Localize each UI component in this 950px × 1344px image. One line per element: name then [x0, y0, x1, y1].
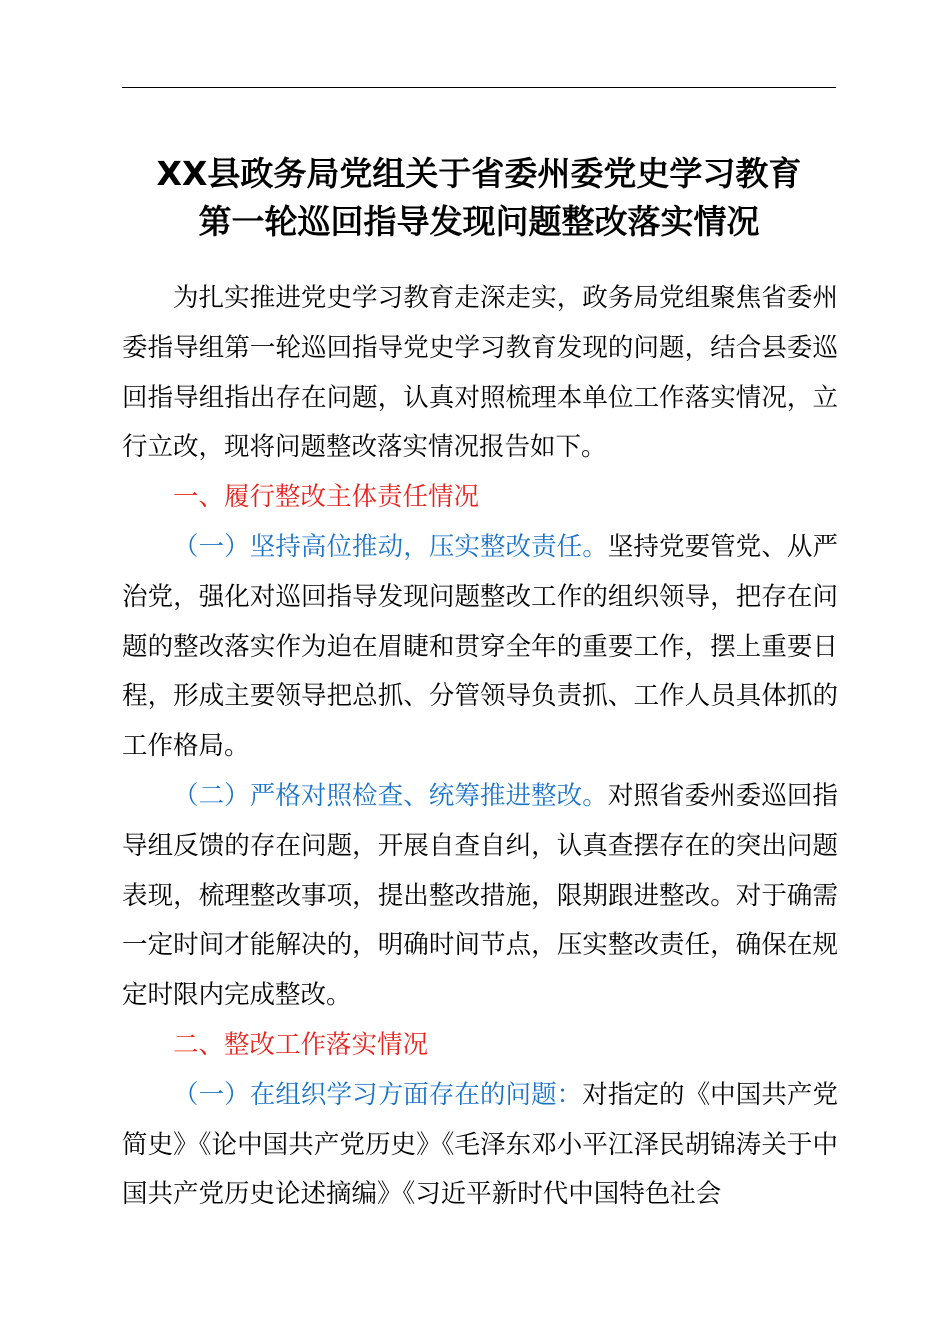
- section-1-p2-lead: （二）严格对照检查、统筹推进整改。: [173, 780, 608, 811]
- section-2-p1-lead: （一）在组织学习方面存在的问题：: [173, 1079, 583, 1110]
- document-body: [122, 274, 838, 1220]
- title-line-2: 第一轮巡回指导发现问题整改落实情况: [198, 202, 760, 241]
- top-rule: [122, 87, 836, 88]
- document-title: [122, 150, 836, 246]
- section-1-p1-lead: （一）坚持高位推动，压实整改责任。: [173, 531, 608, 562]
- section-2-p1-body: 对指定的《中国共产党简史》《论中国共产党历史》《毛泽东邓小平江泽民胡锦涛关于中国共产党历史论述摘编》《习近平新时代中国特色社会: [122, 1079, 838, 1210]
- section-1-heading: 一、履行整改主体责任情况: [173, 482, 480, 513]
- section-1-p2-body: 对照省委州委巡回指导组反馈的存在问题，开展自查自纠，认真查摆存在的突出问题表现，梳理整改事项，提出整改措施，限期跟进整改。对于确需一定时间才能解决的，明确时间节点，压实整改责任，确保在规定时限内完成整改。: [122, 780, 838, 1011]
- intro-paragraph: 为扎实推进党史学习教育走深走实，政务局党组聚焦省委州委指导组第一轮巡回指导党史学习教育发现的问题，结合县委巡回指导组指出存在问题，认真对照梳理本单位工作落实情况，立行立改，现将问题整改落实情况报告如下。: [122, 283, 838, 463]
- section-1-paragraph-1: [122, 523, 838, 772]
- section-2-heading: 二、整改工作落实情况: [173, 1029, 429, 1060]
- section-2-paragraph-1: [122, 1071, 838, 1220]
- title-line-1: XX县政务局党组关于省委州委党史学习教育: [156, 154, 802, 193]
- section-1-paragraph-2: [122, 772, 838, 1021]
- section-1-p1-body: 坚持党要管党、从严治党，强化对巡回指导发现问题整改工作的组织领导，把存在问题的整改落实作为迫在眉睫和贯穿全年的重要工作，摆上重要日程，形成主要领导把总抓、分管领导负责抓、工作人员具体抓的工作格局。: [122, 531, 838, 762]
